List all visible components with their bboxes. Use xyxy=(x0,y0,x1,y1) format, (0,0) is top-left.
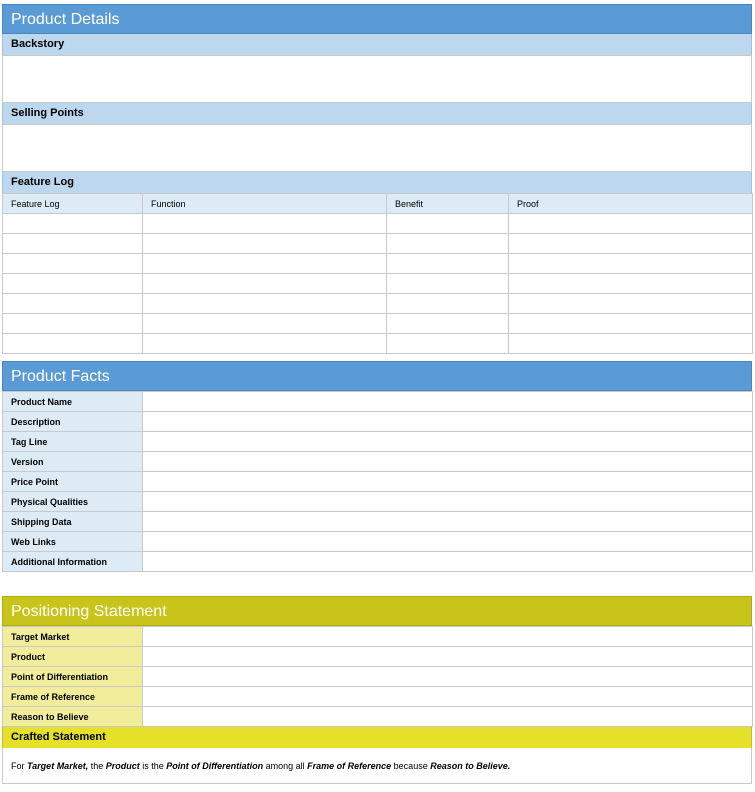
product-fact-label: Web Links xyxy=(3,532,143,552)
feature-log-cell-feature[interactable] xyxy=(3,314,143,334)
feature-log-cell-benefit[interactable] xyxy=(387,274,509,294)
positioning-value-field[interactable] xyxy=(143,687,753,707)
product-fact-value-field[interactable] xyxy=(143,492,753,512)
product-fact-row xyxy=(3,492,753,512)
feature-log-cell-proof[interactable] xyxy=(509,214,753,234)
column-header-feature-log: Feature Log xyxy=(3,194,143,214)
feature-log-cell-proof[interactable] xyxy=(509,294,753,314)
feature-log-cell-function[interactable] xyxy=(143,214,387,234)
positioning-section xyxy=(2,596,752,784)
feature-log-cell-function[interactable] xyxy=(143,274,387,294)
product-fact-value-field[interactable] xyxy=(143,412,753,432)
feature-log-row xyxy=(3,294,753,314)
feature-log-cell-feature[interactable] xyxy=(3,274,143,294)
product-fact-label: Description xyxy=(3,412,143,432)
selling-points-label: Selling Points xyxy=(2,103,752,124)
feature-log-cell-benefit[interactable] xyxy=(387,334,509,354)
feature-log-cell-feature[interactable] xyxy=(3,334,143,354)
product-fact-value-field[interactable] xyxy=(143,472,753,492)
feature-log-cell-function[interactable] xyxy=(143,294,387,314)
feature-log-cell-benefit[interactable] xyxy=(387,254,509,274)
feature-log-row xyxy=(3,214,753,234)
positioning-row xyxy=(3,707,753,727)
feature-log-table xyxy=(2,193,753,354)
feature-log-cell-proof[interactable] xyxy=(509,234,753,254)
positioning-label: Target Market xyxy=(3,627,143,647)
feature-log-header-row xyxy=(3,194,753,214)
feature-log-row xyxy=(3,274,753,294)
product-fact-value-field[interactable] xyxy=(143,552,753,572)
positioning-value-field[interactable] xyxy=(143,667,753,687)
feature-log-cell-benefit[interactable] xyxy=(387,294,509,314)
feature-log-row xyxy=(3,234,753,254)
feature-log-cell-function[interactable] xyxy=(143,234,387,254)
backstory-label: Backstory xyxy=(2,34,752,55)
product-fact-label: Tag Line xyxy=(3,432,143,452)
product-fact-row xyxy=(3,532,753,552)
product-details-section xyxy=(2,4,752,354)
product-fact-label: Product Name xyxy=(3,392,143,412)
positioning-value-field[interactable] xyxy=(143,627,753,647)
product-fact-value-field[interactable] xyxy=(143,392,753,412)
feature-log-cell-feature[interactable] xyxy=(3,254,143,274)
feature-log-cell-function[interactable] xyxy=(143,314,387,334)
product-fact-row xyxy=(3,552,753,572)
product-fact-row xyxy=(3,392,753,412)
crafted-statement-text: For Target Market, the Product is the Point of Differentiation among all Frame of Reference because Reason to Believe. xyxy=(2,748,752,784)
column-header-proof: Proof xyxy=(509,194,753,214)
positioning-value-field[interactable] xyxy=(143,647,753,667)
product-fact-row xyxy=(3,512,753,532)
product-fact-value-field[interactable] xyxy=(143,512,753,532)
product-fact-label: Version xyxy=(3,452,143,472)
feature-log-cell-proof[interactable] xyxy=(509,334,753,354)
product-fact-value-field[interactable] xyxy=(143,432,753,452)
feature-log-label: Feature Log xyxy=(2,172,752,193)
column-header-function: Function xyxy=(143,194,387,214)
feature-log-row xyxy=(3,334,753,354)
product-fact-row xyxy=(3,432,753,452)
product-fact-value-field[interactable] xyxy=(143,452,753,472)
feature-log-cell-proof[interactable] xyxy=(509,274,753,294)
backstory-field[interactable] xyxy=(2,55,752,103)
feature-log-cell-proof[interactable] xyxy=(509,254,753,274)
feature-log-cell-proof[interactable] xyxy=(509,314,753,334)
crafted-statement-label: Crafted Statement xyxy=(2,727,752,748)
feature-log-cell-function[interactable] xyxy=(143,254,387,274)
product-facts-section xyxy=(2,361,752,572)
product-fact-row xyxy=(3,412,753,432)
positioning-label: Frame of Reference xyxy=(3,687,143,707)
product-fact-label: Additional Information xyxy=(3,552,143,572)
positioning-row xyxy=(3,647,753,667)
feature-log-row xyxy=(3,254,753,274)
positioning-table xyxy=(2,626,753,727)
positioning-label: Product xyxy=(3,647,143,667)
positioning-row xyxy=(3,687,753,707)
feature-log-cell-benefit[interactable] xyxy=(387,214,509,234)
product-details-title: Product Details xyxy=(2,4,752,34)
feature-log-row xyxy=(3,314,753,334)
feature-log-cell-feature[interactable] xyxy=(3,234,143,254)
feature-log-cell-feature[interactable] xyxy=(3,214,143,234)
product-facts-title: Product Facts xyxy=(2,361,752,391)
column-header-benefit: Benefit xyxy=(387,194,509,214)
product-fact-row xyxy=(3,472,753,492)
feature-log-cell-benefit[interactable] xyxy=(387,234,509,254)
positioning-label: Point of Differentiation xyxy=(3,667,143,687)
feature-log-cell-function[interactable] xyxy=(143,334,387,354)
positioning-row xyxy=(3,627,753,647)
positioning-title: Positioning Statement xyxy=(2,596,752,626)
positioning-value-field[interactable] xyxy=(143,707,753,727)
feature-log-cell-benefit[interactable] xyxy=(387,314,509,334)
product-fact-row xyxy=(3,452,753,472)
product-fact-label: Shipping Data xyxy=(3,512,143,532)
positioning-row xyxy=(3,667,753,687)
product-fact-value-field[interactable] xyxy=(143,532,753,552)
positioning-label: Reason to Believe xyxy=(3,707,143,727)
feature-log-cell-feature[interactable] xyxy=(3,294,143,314)
product-facts-table xyxy=(2,391,753,572)
product-fact-label: Physical Qualities xyxy=(3,492,143,512)
product-fact-label: Price Point xyxy=(3,472,143,492)
selling-points-field[interactable] xyxy=(2,124,752,172)
